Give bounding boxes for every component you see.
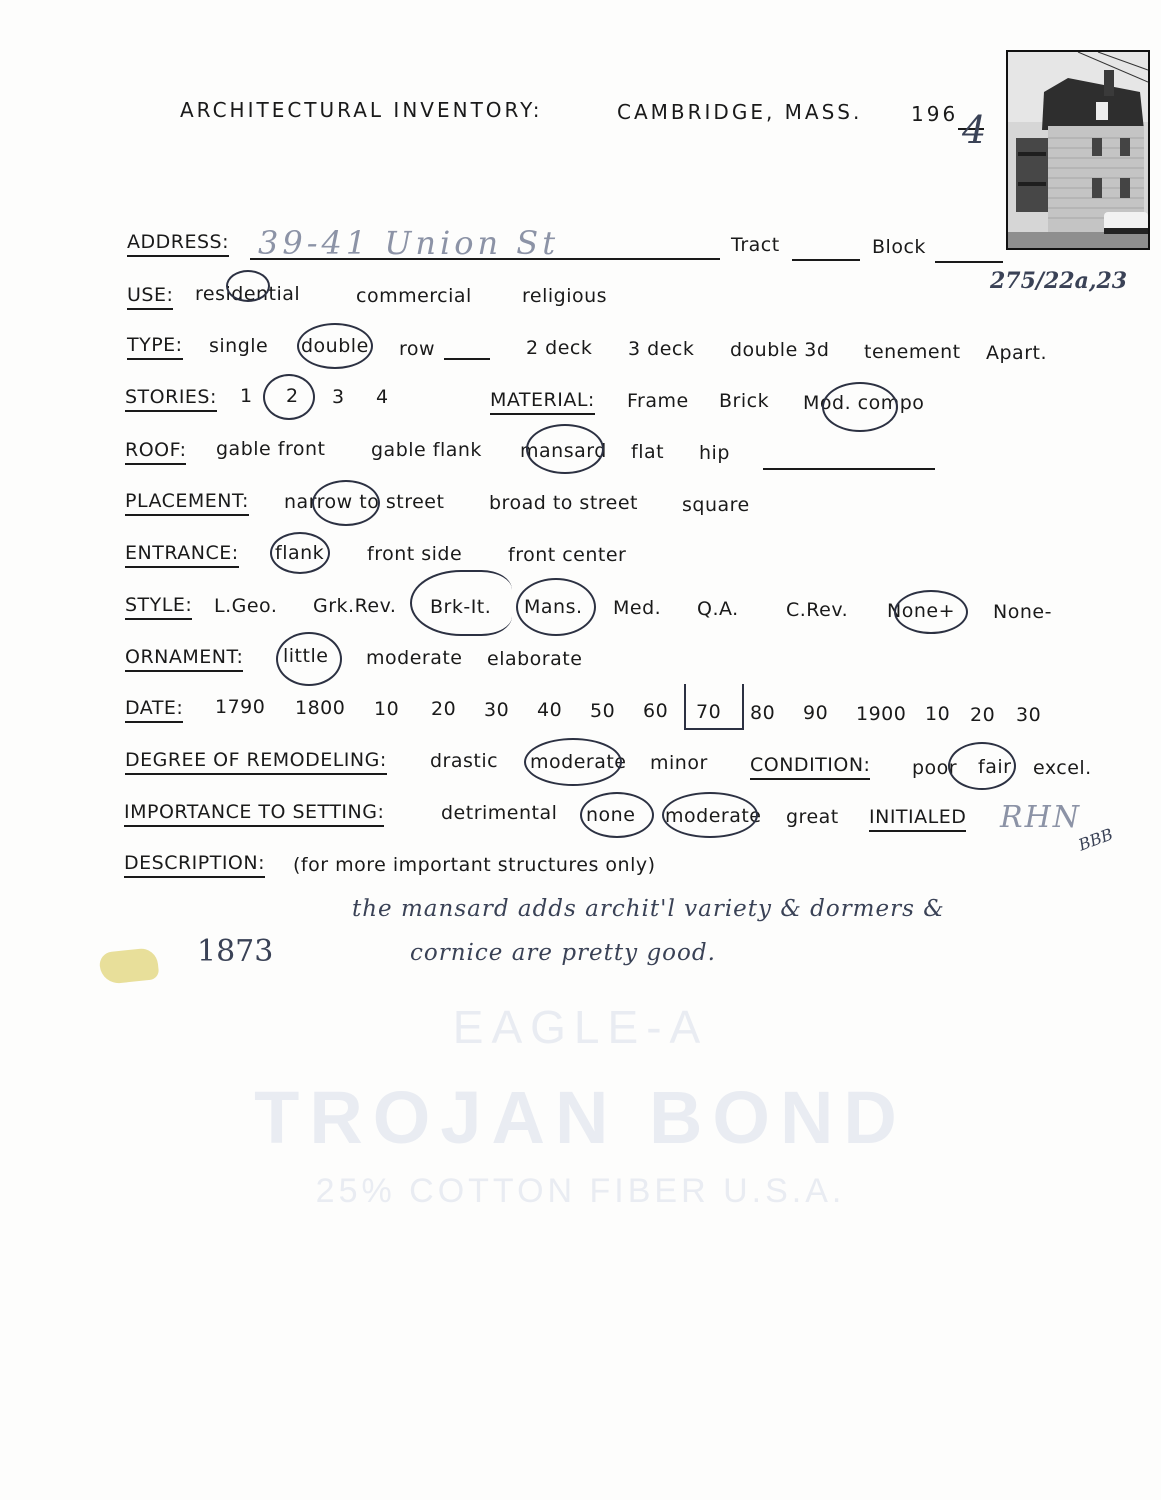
tract-label: Tract xyxy=(731,234,780,256)
entrance-label: ENTRANCE: xyxy=(125,542,239,568)
stories-option-3: 3 xyxy=(332,386,345,408)
date-option-20: 20 xyxy=(431,698,457,720)
roof-option-hip: hip xyxy=(699,442,730,464)
address-handwritten: 39-41 Union St xyxy=(258,224,560,262)
importance-mark-circle xyxy=(662,792,758,838)
date-option-1900: 1900 xyxy=(856,703,907,725)
type-option-2-deck: 2 deck xyxy=(526,337,593,359)
style-option-none-minus: None- xyxy=(993,601,1052,623)
roof-label: ROOF: xyxy=(125,439,186,465)
placement-mark-circle xyxy=(312,480,380,526)
type-label: TYPE: xyxy=(127,334,183,360)
material-label: MATERIAL: xyxy=(490,389,595,415)
tract-line xyxy=(792,259,860,261)
year-suffix-handwritten: 4 xyxy=(962,108,987,152)
initialed-handwritten: RHN xyxy=(1000,800,1081,835)
ornament-label: ORNAMENT: xyxy=(125,646,243,672)
building-photo xyxy=(1006,50,1150,250)
form-place: CAMBRIDGE, MASS. xyxy=(617,100,863,124)
condition-label: CONDITION: xyxy=(750,754,870,780)
date-option-50: 50 xyxy=(590,700,616,722)
placement-option-broad: broad to street xyxy=(489,492,639,514)
importance-option-none: none xyxy=(586,804,636,826)
style-none-plus-circle xyxy=(894,590,968,634)
use-option-commercial: commercial xyxy=(356,285,472,307)
remodeling-label: DEGREE OF REMODELING: xyxy=(125,749,387,775)
date-option-30: 30 xyxy=(484,699,510,721)
date-mark-box xyxy=(684,684,744,730)
roof-option-gable-front: gable front xyxy=(216,438,326,460)
initialed-label: INITIALED xyxy=(869,806,966,832)
type-mark-circle xyxy=(297,323,373,369)
date-option-1930: 30 xyxy=(1016,704,1042,726)
type-option-double: double xyxy=(301,335,369,357)
parcel-handwritten: 275/22a,23 xyxy=(990,268,1128,294)
remodeling-option-minor: minor xyxy=(650,752,708,774)
watermark-product: TROJAN BOND xyxy=(254,1076,907,1159)
condition-mark-circle xyxy=(948,742,1016,790)
style-mark-circle xyxy=(516,578,596,636)
use-option-religious: religious xyxy=(522,285,608,307)
roof-option-flat: flat xyxy=(631,441,665,463)
entrance-option-front-side: front side xyxy=(367,543,463,565)
importance-option-great: great xyxy=(786,806,839,828)
placement-label: PLACEMENT: xyxy=(125,490,249,516)
condition-option-poor: poor xyxy=(912,757,958,779)
ornament-mark-circle xyxy=(276,632,342,686)
style-option-med: Med. xyxy=(613,597,662,619)
date-option-1790: 1790 xyxy=(215,696,266,718)
type-option-single: single xyxy=(209,335,269,357)
entrance-option-flank: flank xyxy=(275,542,325,564)
block-label: Block xyxy=(872,236,926,258)
roof-mark-circle xyxy=(526,424,604,474)
tape-remnant xyxy=(98,947,159,985)
date-option-1920: 20 xyxy=(970,704,996,726)
type-option-3-deck: 3 deck xyxy=(628,338,695,360)
condition-option-fair: fair xyxy=(978,756,1012,778)
description-label: DESCRIPTION: xyxy=(124,852,265,878)
roof-option-gable-flank: gable flank xyxy=(371,439,482,461)
style-option-qa: Q.A. xyxy=(697,598,739,620)
stories-label: STORIES: xyxy=(125,386,217,412)
date-option-10: 10 xyxy=(374,698,400,720)
date-option-1910: 10 xyxy=(925,703,951,725)
type-option-tenement: tenement xyxy=(864,341,961,363)
initialed-extra-handwritten: BBB xyxy=(1075,824,1116,855)
ornament-option-moderate: moderate xyxy=(366,647,463,669)
form-year-prefix: 196 xyxy=(911,102,959,126)
importance-label: IMPORTANCE TO SETTING: xyxy=(124,801,384,827)
material-mark-circle xyxy=(822,382,898,432)
date-option-80: 80 xyxy=(750,702,776,724)
style-label: STYLE: xyxy=(125,594,192,620)
use-label: USE: xyxy=(127,284,173,310)
material-option-frame: Frame xyxy=(627,390,689,412)
use-mark-circle xyxy=(226,270,270,302)
date-option-90: 90 xyxy=(803,702,829,724)
style-option-grk-rev: Grk.Rev. xyxy=(313,595,397,617)
type-option-double-3d: double 3d xyxy=(730,339,830,361)
date-option-1800: 1800 xyxy=(295,697,346,719)
entrance-mark-circle xyxy=(270,532,330,574)
date-option-70: 70 xyxy=(696,701,722,723)
ornament-option-elaborate: elaborate xyxy=(487,648,583,670)
ornament-option-little: little xyxy=(283,645,329,667)
watermark-brand: EAGLE-A xyxy=(452,1001,709,1053)
placement-option-square: square xyxy=(682,494,750,516)
remodeling-option-drastic: drastic xyxy=(430,750,499,772)
description-hint: (for more important structures only) xyxy=(293,854,656,876)
placement-option-narrow: narrow to street xyxy=(284,491,445,513)
use-option-residential: residential xyxy=(195,283,301,305)
watermark-fiber: 25% COTTON FIBER U.S.A. xyxy=(315,1172,846,1210)
description-date-handwritten: 1873 xyxy=(197,934,274,969)
style-option-c-rev: C.Rev. xyxy=(786,599,849,621)
remodeling-option-moderate: moderate xyxy=(530,751,627,773)
stories-option-2: 2 xyxy=(286,385,299,407)
remodeling-mark-circle xyxy=(524,738,622,786)
address-label: ADDRESS: xyxy=(127,231,229,257)
stories-option-1: 1 xyxy=(240,385,253,407)
importance-none-circle xyxy=(580,792,654,838)
style-option-brk-it: Brk-It. xyxy=(430,596,492,618)
form-title: ARCHITECTURAL INVENTORY: xyxy=(180,98,543,122)
date-option-40: 40 xyxy=(537,699,563,721)
stories-mark-circle xyxy=(263,374,315,420)
date-label: DATE: xyxy=(125,697,183,723)
importance-option-moderate: moderate xyxy=(665,805,762,827)
condition-option-excel: excel. xyxy=(1033,757,1092,779)
description-note-line-2: cornice are pretty good. xyxy=(410,940,716,966)
entrance-option-front-center: front center xyxy=(508,544,627,566)
description-note-line-1: the mansard adds archit'l variety & dormers & xyxy=(352,896,945,922)
roof-other-line xyxy=(763,468,935,470)
date-option-60: 60 xyxy=(643,700,669,722)
material-option-mod-compo: Mod. compo xyxy=(803,392,925,414)
type-option-row: row xyxy=(399,338,436,360)
material-option-brick: Brick xyxy=(719,390,770,412)
block-line xyxy=(935,261,1003,263)
roof-option-mansard: mansard xyxy=(520,440,607,462)
style-option-none-plus: None+ xyxy=(887,600,955,622)
style-option-l-geo: L.Geo. xyxy=(214,595,278,617)
row-line xyxy=(444,358,490,360)
stories-option-4: 4 xyxy=(376,386,389,408)
style-option-mans: Mans. xyxy=(524,596,583,618)
style-bracket-mark xyxy=(410,570,512,636)
type-option-apart: Apart. xyxy=(986,342,1048,364)
importance-option-detrimental: detrimental xyxy=(441,802,558,824)
